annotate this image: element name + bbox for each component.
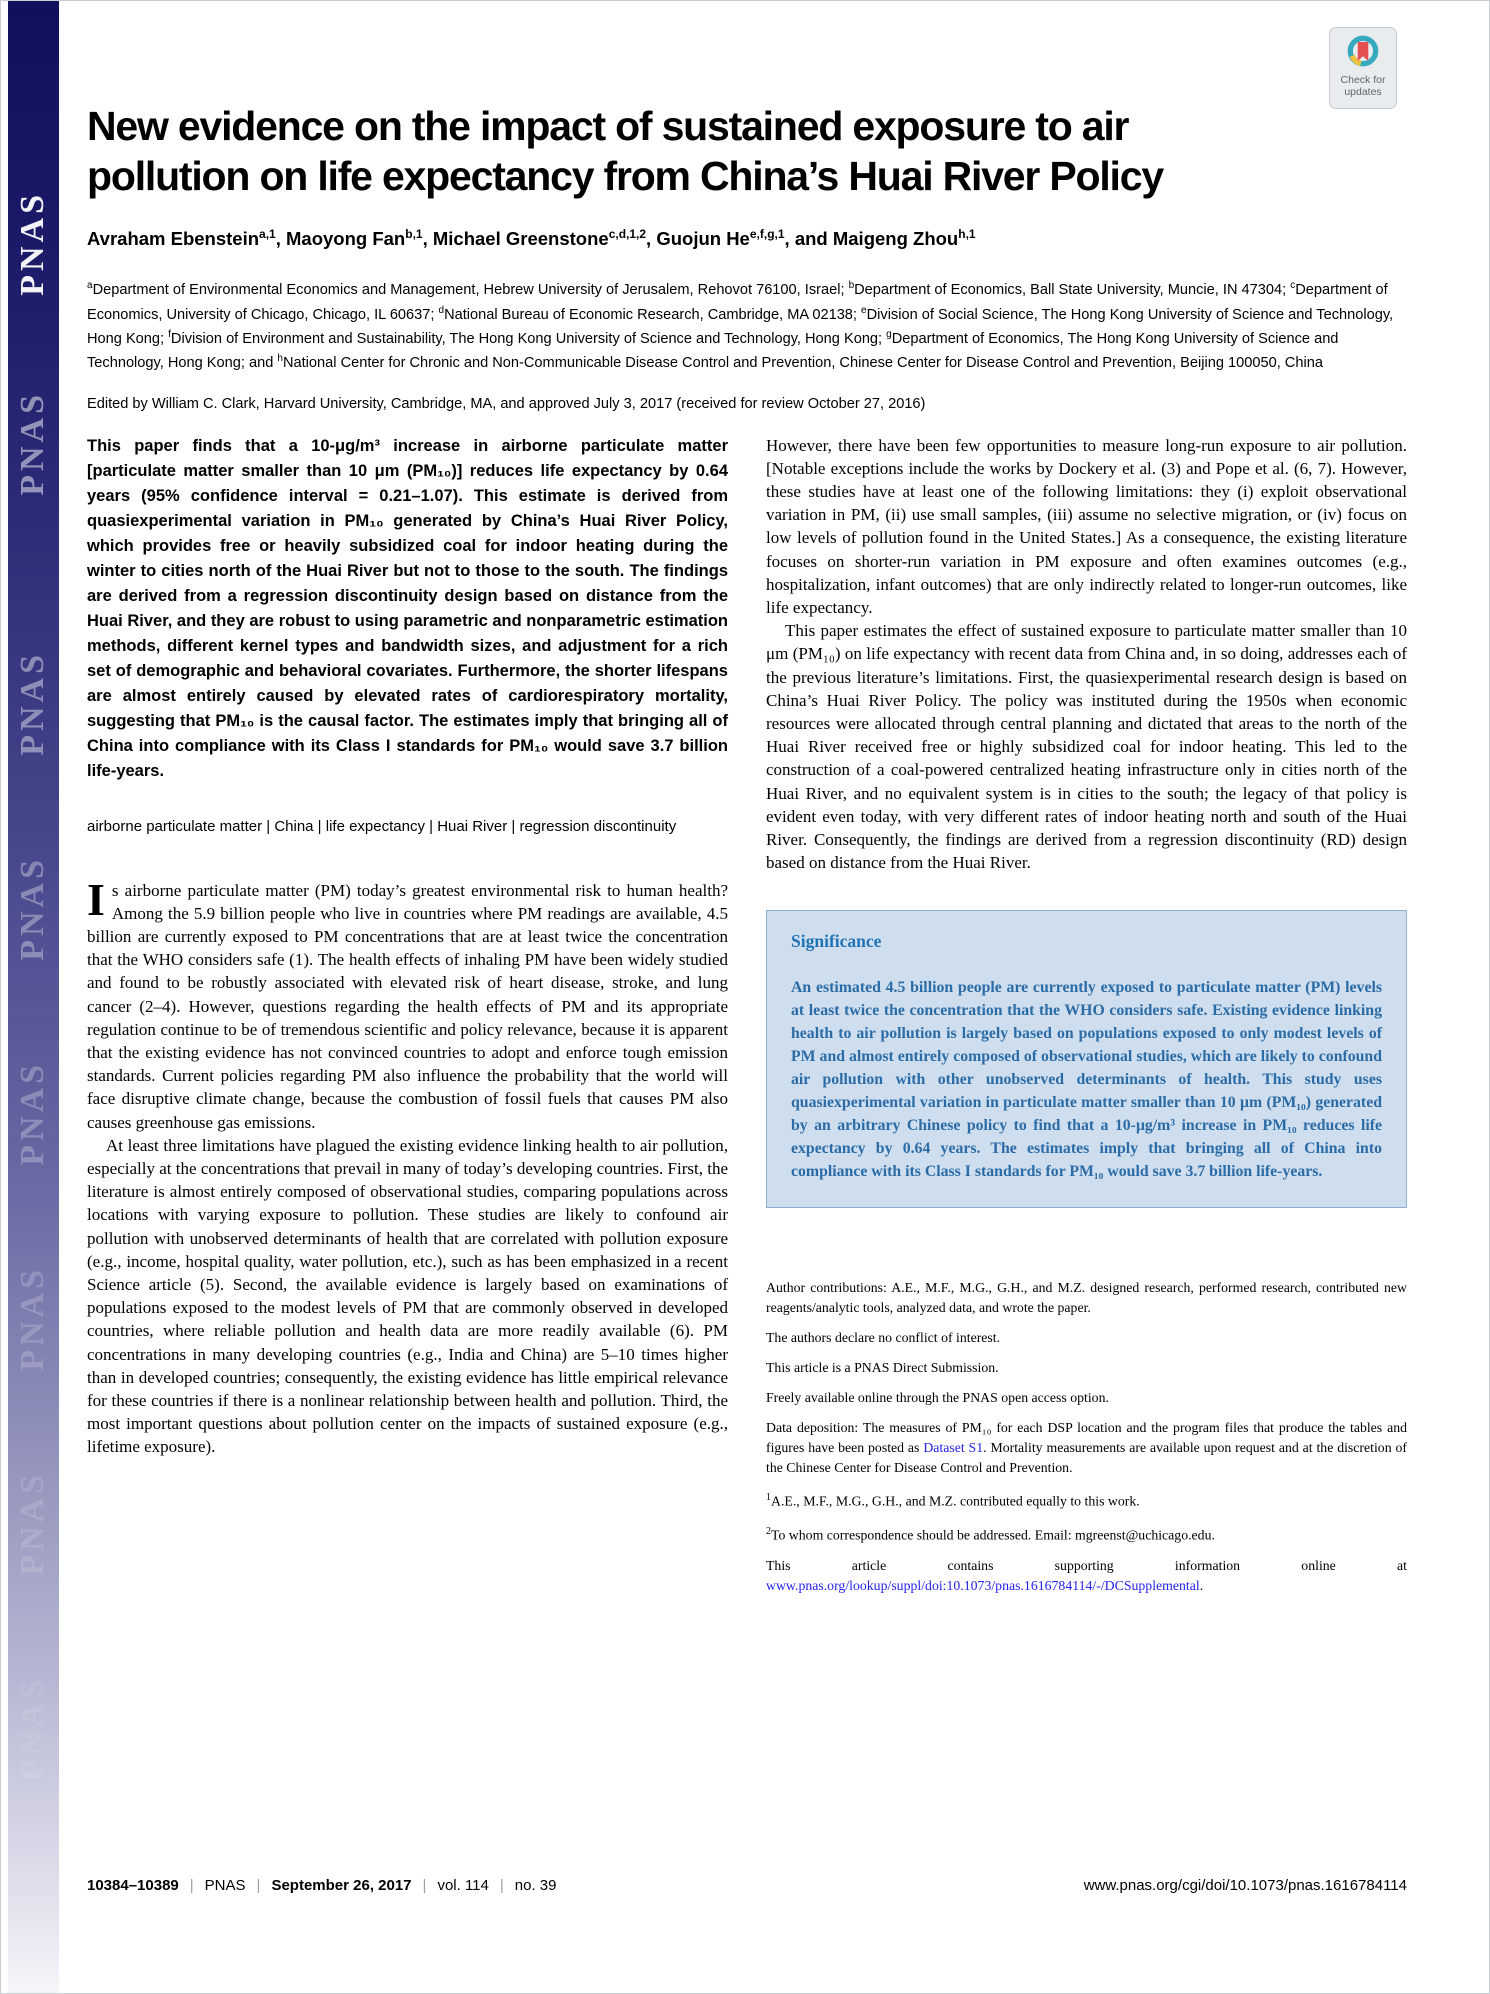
pnas-wordmark: PNAS	[14, 1471, 51, 1576]
body-paragraph: However, there have been few opportunities to measure long-run exposure to air pollution. [Notable exceptions include the works by Dockery et al. (3) and Pope et al. (6, 7). However, these studies have at least one of the following limitations: they (i) exploit observational variation in PM, (ii) use small samples, (iii) assume no selective migration, or (iv) focus on low levels of pollution found in the United States.] As a consequence, the existing literature focuses on shorter-run variation in PM exposure and often examines outcomes (e.g., hospitalization, infant outcomes) that are only indirectly related to longer-run outcomes, like life expectancy.	[766, 435, 1407, 618]
footer-item: PNAS	[204, 1877, 246, 1894]
abstract: This paper finds that a 10-μg/m³ increase in airborne particulate matter [particulate matter smaller than 10 μm (PM₁₀)] reduces life expectancy by 0.64 years (95% confidence interval = 0.21–1.07). This estimate is derived from quasiexperimental variation in PM₁₀ generated by China’s Huai River Policy, which provides free or heavily subsidized coal for indoor heating during the winter to cities north of the Huai River but not to those to the south. The findings are derived from a regression discontinuity design based on distance from the Huai River, and they are robust to using parametric and nonparametric estimation methods, different kernel types and bandwidth sizes, and adjustment for a rich set of demographic and behavioral covariates. Furthermore, the shorter lifespans are almost entirely caused by elevated rates of cardiorespiratory mortality, suggesting that PM₁₀ is the causal factor. The estimates imply that bringing all of China into compliance with its Class I standards for PM₁₀ would save 3.7 billion life-years.	[87, 436, 728, 780]
footer-item: no. 39	[514, 1877, 557, 1894]
pnas-sidebar	[8, 1, 59, 1993]
body-paragraph: At least three limitations have plagued the existing evidence linking health to air pollution, especially at the concentrations that prevail in many of today’s developing countries. First, the literature is almost entirely composed of observational studies, comparing populations across locations with varying exposure to pollution. These studies are likely to confound air pollution with unobserved determinants of health that are correlated with pollution exposure (e.g., income, hospital quality, water pollution, etc.), such as has been emphasized in a recent Science article (5). Second, the available evidence is largely based on examinations of populations exposed to the modest levels of PM that are commonly observed in developed countries, where reliable pollution and health data are more readily available (6). PM concentrations in many developing countries (e.g., India and China) are 5–10 times higher than in developed countries; consequently, the existing evidence has little empirical relevance for these countries if there is a nonlinear relationship between health and pollution. Third, the most important questions about pollution center on the impacts of sustained exposure (e.g., lifetime exposure).	[87, 1135, 728, 1457]
badge-label-line2: updates	[1344, 86, 1382, 98]
two-column-body	[87, 434, 1407, 1606]
pnas-wordmark: PNAS	[14, 391, 51, 496]
edited-by-line: Edited by William C. Clark, Harvard University, Cambridge, MA, and approved July 3, 2017 (received for review October 27, 2016)	[87, 395, 926, 412]
footer-separator: |	[189, 1877, 194, 1894]
footer-separator: |	[256, 1877, 261, 1894]
footnote: The authors declare no conflict of interest.	[766, 1330, 1001, 1346]
footnote-link[interactable]: Dataset S1	[923, 1440, 984, 1456]
pnas-wordmark: PNAS	[14, 651, 51, 756]
body-paragraph: This paper estimates the effect of sustained exposure to particulate matter smaller than 10 μm (PM₁₀) on life expectancy with recent data from China and, in so doing, addresses each of the previous literature’s limitations. First, the quasiexperimental research design is based on China’s Huai River Policy. The policy was instituted during the 1950s when economic resources were allocated through central planning and dictated that areas to the north of the Huai River received free or highly subsidized coal for indoor heating. This led to the construction of a coal-powered centralized heating infrastructure only in cities north of the Huai River, and no equivalent system is in cities to the south; the legacy of that policy is evident even today, with very different rates of indoor heating north and south of the Huai River. Consequently, the findings are derived from a regression discontinuity (RD) design based on distance from the Huai River.	[766, 621, 1407, 873]
author-name: Maigeng Zhou	[832, 228, 959, 250]
author-list: Avraham Ebenstein$^{a,1}$, Maoyong Fan$^{b,1}$, Michael Greenstone$^{c,d,1,2}$, Guojun He$^{e,f,g,1}$, and Maigeng Zhou$^{h,1}$	[87, 227, 976, 250]
page-footer	[87, 1877, 1407, 1894]
author-name: Avraham Ebenstein	[87, 228, 260, 250]
badge-label-line1: Check for	[1340, 74, 1386, 86]
footer-separator: |	[499, 1877, 504, 1894]
drop-cap: I	[87, 873, 105, 925]
footer-item: vol. 114	[437, 1877, 489, 1894]
footer-doi: www.pnas.org/cgi/doi/10.1073/pnas.1616784114	[1083, 1877, 1407, 1894]
footnote-link[interactable]: www.pnas.org/lookup/suppl/doi:10.1073/pnas.1616784114/-/DCSupplemental	[766, 1577, 1200, 1593]
significance-text: An estimated 4.5 billion people are currently exposed to particulate matter (PM) levels at least twice the concentration that the WHO considers safe. Existing evidence linking health to air pollution is largely based on populations exposed to only modest levels of PM and almost entirely composed of observational studies, which are likely to confound air pollution with other unobserved determinants of health. This study uses quasiexperimental variation in particulate matter smaller than 10 μm (PM₁₀) generated by an arbitrary Chinese policy to find that a 10-μg/m³ increase in PM₁₀ reduces life expectancy by 0.64 years. The estimates imply that bringing all of China into compliance with its Class I standards for PM₁₀ would save 3.7 billion life-years.	[791, 979, 1382, 1181]
footnote: $^2$To whom correspondence should be addressed. Email: mgreenst@uchicago.edu.	[766, 1526, 1215, 1543]
author-name: Michael Greenstone	[432, 228, 609, 250]
pnas-wordmark: PNAS	[14, 1266, 51, 1371]
footnote: This article is a PNAS Direct Submission.	[766, 1360, 999, 1376]
page-title: New evidence on the impact of sustained exposure to air pollution on life expectancy from China’s Huai River Policy	[87, 103, 1163, 199]
author-name: Maoyong Fan	[286, 228, 406, 250]
footer-item: September 26, 2017	[271, 1877, 412, 1894]
article-content	[87, 1, 1407, 1606]
footnote: This article contains supporting information online at www.pnas.org/lookup/suppl/doi:10.1073/pnas.1616784114/-/DCSupplemental.	[766, 1557, 1407, 1593]
footer-left	[87, 1877, 557, 1894]
footer-item: 10384–10389	[87, 1877, 179, 1894]
pnas-wordmark: PNAS	[14, 856, 51, 961]
body-paragraph	[87, 873, 728, 1134]
footer-separator: |	[422, 1877, 427, 1894]
introduction	[87, 873, 728, 1459]
footnote: Freely available online through the PNAS open access option.	[766, 1390, 1109, 1406]
author-name: Guojun He	[656, 228, 750, 250]
footnote: $^1$A.E., M.F., M.G., G.H., and M.Z. contributed equally to this work.	[766, 1492, 1140, 1510]
pnas-wordmark: PNAS	[14, 191, 51, 296]
footnote: Data deposition: The measures of PM₁₀ for each DSP location and the program files that produce the tables and figures have been posted as Dataset S1. Mortality measurements are available upon request and at the discretion of the Chinese Center for Disease Control and Prevention.	[766, 1420, 1407, 1476]
intro-paragraph-text: s airborne particulate matter (PM) today’s greatest environmental risk to human health? Among the 5.9 billion people who live in countries where PM readings are available, 4.5 billion are currently exposed to PM concentrations that are at least twice the concentration that the WHO considers safe (1). The health effects of inhaling PM have been widely studied and found to be robustly associated with elevated risk of heart disease, stroke, and lung cancer (2–4). However, questions regarding the health effects of PM and its appropriate regulation continue to be of tremendous scientific and policy relevance, because it is apparent that the existing evidence has not convinced countries to adopt and enforce tough emission standards. Current policies regarding PM also influence the probability that the world will face disruptive climate change, because the combustion of fossil fuels that causes PM also causes greenhouse gas emissions.	[87, 880, 728, 1132]
keywords: airborne particulate matter | China | life expectancy | Huai River | regression discontinuity	[87, 817, 677, 835]
significance-heading: Significance	[791, 931, 882, 952]
pnas-wordmark: PNAS	[14, 1676, 51, 1781]
affiliations: $^a$Department of Environmental Economics and Management, Hebrew University of Jerusalem, Rehovot 76100, Israel; $^b$Department of Economics, Ball State University, Muncie, IN 47304; $^c$Department of Economics, University of Chicago, Chicago, IL 60637; $^d$National Bureau of Economic Research, Cambridge, MA 02138; $^e$Division of Social Science, The Hong Kong University of Science and Technology, Hong Kong; $^f$Division of Environment and Sustainability, The Hong Kong University of Science and Technology, Hong Kong; $^g$Department of Economics, The Hong Kong University of Science and Technology, Hong Kong; and $^h$National Center for Chronic and Non-Communicable Disease Control and Prevention, Chinese Center for Disease Control and Prevention, Beijing 100050, China	[87, 280, 1394, 372]
footnotes	[766, 1278, 1407, 1595]
right-column	[766, 434, 1407, 1606]
left-column	[87, 434, 728, 1606]
significance-box	[766, 910, 1407, 1208]
footnote: Author contributions: A.E., M.F., M.G., G.H., and M.Z. designed research, performed research, contributed new reagents/analytic tools, analyzed data, and wrote the paper.	[766, 1280, 1407, 1316]
pnas-wordmark: PNAS	[14, 1061, 51, 1166]
